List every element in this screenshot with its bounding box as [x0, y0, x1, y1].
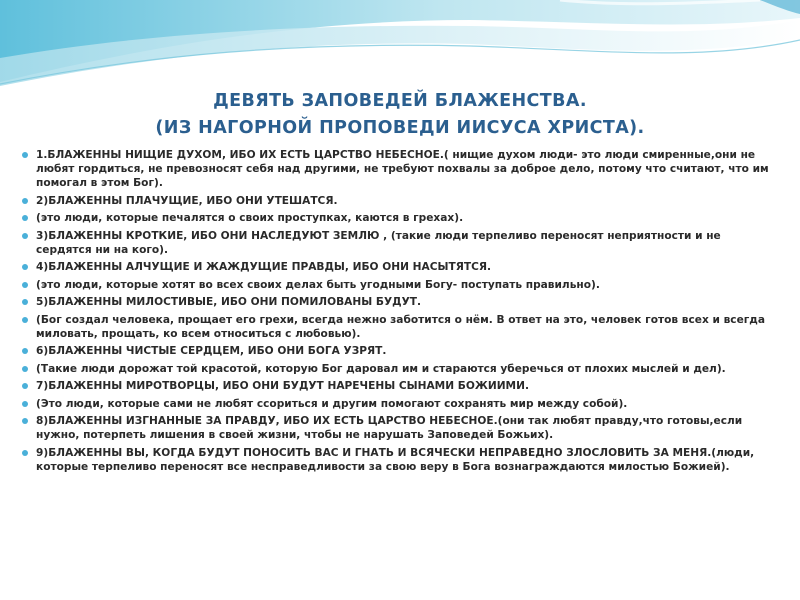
list-item-text: (Это люди, которые сами не любят ссориться и другим помогают сохранять мир между собой).: [36, 397, 628, 410]
slide-title: [40, 88, 760, 142]
bullet-icon: [22, 348, 28, 354]
bullet-icon: [22, 450, 28, 456]
list-item-text: 6)БЛАЖЕННЫ ЧИСТЫЕ СЕРДЦЕМ, ИБО ОНИ БОГА УЗРЯТ.: [36, 345, 387, 357]
list-item-text: 1.БЛАЖЕННЫ НИЩИЕ ДУХОМ, ИБО ИХ ЕСТЬ ЦАРСТВО НЕБЕСНОЕ.( нищие духом люди- это люди смиренные,они не любят гордиться, не превозносят себя над другими, не требуют похвалы за доброе дело, потому что считают, что им помогал в этом Бог).: [36, 149, 769, 189]
list-item: [22, 229, 776, 257]
title-line-1: ДЕВЯТЬ ЗАПОВЕДЕЙ БЛАЖЕНСТВА.: [213, 91, 587, 111]
list-item-text: 4)БЛАЖЕННЫ АЛЧУЩИЕ И ЖАЖДУЩИЕ ПРАВДЫ, ИБО ОНИ НАСЫТЯТСЯ.: [36, 261, 492, 273]
bullet-icon: [22, 401, 28, 407]
bullet-icon: [22, 198, 28, 204]
list-item-text: 5)БЛАЖЕННЫ МИЛОСТИВЫЕ, ИБО ОНИ ПОМИЛОВАНЫ БУДУТ.: [36, 296, 422, 308]
list-item: [22, 211, 776, 225]
list-item: [22, 397, 776, 411]
list-item: [22, 295, 776, 309]
bullet-icon: [22, 264, 28, 270]
list-item-text: 3)БЛАЖЕННЫ КРОТКИЕ, ИБО ОНИ НАСЛЕДУЮТ ЗЕМЛЮ , (такие люди терпеливо переносят неприятности и не сердятся ни на кого).: [36, 229, 721, 256]
list-item-text: 9)БЛАЖЕННЫ ВЫ, КОГДА БУДУТ ПОНОСИТЬ ВАС И ГНАТЬ И ВСЯЧЕСКИ НЕПРАВЕДНО ЗЛОСЛОВИТЬ ЗА МЕНЯ.(люди, которые терпеливо переносят все несправедливости за свою веру в Бога вознаграждаются милостью Божией).: [36, 446, 755, 473]
list-item: [22, 362, 776, 376]
bullet-icon: [22, 299, 28, 305]
bullet-icon: [22, 152, 28, 158]
bullet-icon: [22, 317, 28, 323]
list-item: [22, 278, 776, 292]
list-item: [22, 148, 776, 190]
bullet-icon: [22, 366, 28, 372]
list-item: [22, 260, 776, 274]
bullet-icon: [22, 215, 28, 221]
list-item: [22, 414, 776, 442]
list-item: [22, 194, 776, 208]
list-item: [22, 313, 776, 341]
list-item-text: 2)БЛАЖЕННЫ ПЛАЧУЩИЕ, ИБО ОНИ УТЕШАТСЯ.: [36, 194, 338, 207]
list-item-text: 8)БЛАЖЕННЫ ИЗГНАННЫЕ ЗА ПРАВДУ, ИБО ИХ ЕСТЬ ЦАРСТВО НЕБЕСНОЕ.(они так любят правду,что готовы,если нужно, потерпеть лишения в своей жизни, чтобы не нарушать Заповедей Божьих).: [36, 415, 743, 441]
list-item-text: (это люди, которые хотят во всех своих делах быть угодными Богу- поступать правильно).: [36, 278, 600, 291]
list-item: [22, 344, 776, 358]
title-line-2: (ИЗ НАГОРНОЙ ПРОПОВЕДИ ИИСУСА ХРИСТА).: [155, 118, 645, 138]
list-item-text: (Бог создал человека, прощает его грехи, всегда нежно заботится о нём. В ответ на это, человек готов всех и всегда миловать, прощать, ко всем относиться с любовью).: [36, 313, 766, 340]
bullet-icon: [22, 418, 28, 424]
bullet-icon: [22, 233, 28, 239]
list-item-text: 7)БЛАЖЕННЫ МИРОТВОРЦЫ, ИБО ОНИ БУДУТ НАРЕЧЕНЫ СЫНАМИ БОЖИИМИ.: [36, 380, 529, 392]
bullet-icon: [22, 383, 28, 389]
bullet-icon: [22, 282, 28, 288]
list-item: [22, 446, 776, 474]
list-item: [22, 379, 776, 393]
list-item-text: (это люди, которые печалятся о своих проступках, каются в грехах).: [36, 212, 464, 224]
list-item-text: (Такие люди дорожат той красотой, которую Бог даровал им и стараются уберечься от плохих мыслей и дел).: [36, 362, 726, 375]
beatitudes-list: [22, 148, 776, 477]
